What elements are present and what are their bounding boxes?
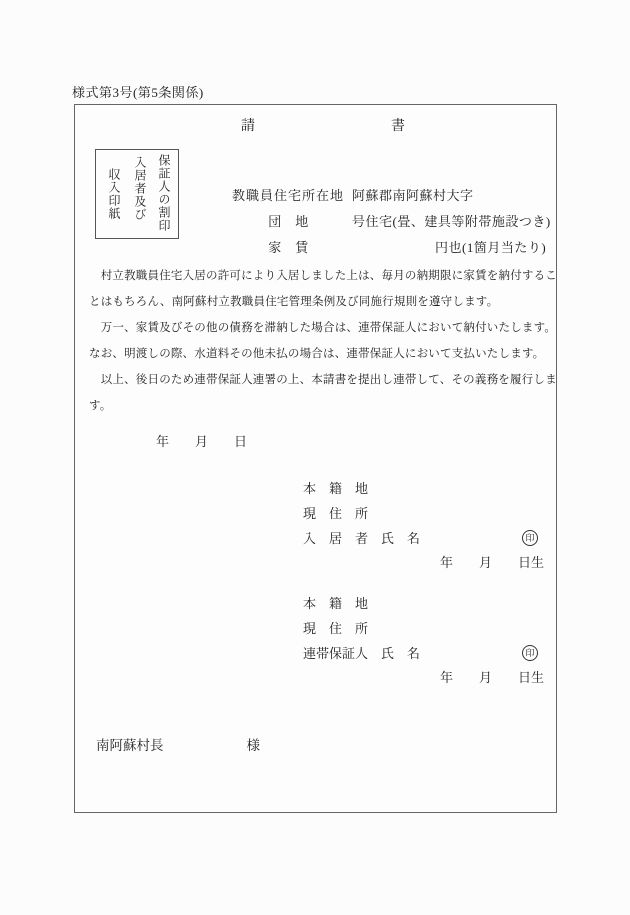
document-title [75, 115, 556, 135]
housing-location-label: 教職員住宅所在地 [232, 188, 345, 203]
guarantor-registered-domicile-label: 本 籍 地 [303, 596, 369, 611]
pledge-line-6: す。 [89, 400, 112, 412]
guarantor-seal-icon [522, 645, 538, 661]
resident-name-label: 入 居 者 氏 名 [303, 531, 421, 546]
resident-block [303, 476, 544, 575]
guarantor-block [303, 591, 544, 690]
guarantor-name-label: 連帯保証人 氏 名 [303, 646, 421, 661]
document-border-box [74, 104, 557, 813]
housing-location-row [206, 157, 551, 203]
guarantor-tally-seal-label: 保証人の割印 [157, 154, 171, 232]
addressee-line [96, 734, 260, 754]
guarantor-current-address-label: 現 住 所 [303, 621, 369, 636]
revenue-stamp-box [95, 149, 179, 239]
rent-label: 家 賃 [268, 240, 309, 255]
resident-seal-icon [522, 530, 538, 546]
submission-date-line: 年 月 日 [156, 434, 248, 449]
form-number-label: 様式第3号(第5条関係) [72, 85, 204, 100]
resident-and-label: 入居者及び [133, 156, 147, 221]
rent-value: 円也(1箇月当たり) [435, 240, 547, 255]
pledge-line-4: なお、明渡しの際、水道料その他未払の場合は、連帯保証人において支払いたします。 [89, 348, 545, 360]
title-char-left: 請 [241, 119, 255, 134]
housing-complex-label: 団 地 [268, 214, 309, 229]
pledge-text [89, 263, 555, 419]
resident-registered-domicile-label: 本 籍 地 [303, 481, 369, 496]
housing-info [206, 157, 551, 255]
pledge-line-1: 村立教職員住宅入居の許可により入居しました上は、毎月の納期限に家賃を納付するこ [89, 270, 557, 282]
pledge-line-2: とはもちろん、南阿蘇村立教職員住宅管理条例及び同施行規則を遵守します。 [89, 296, 499, 308]
title-char-right: 書 [391, 119, 405, 134]
guarantor-seal-char: 印 [525, 647, 535, 658]
addressee-name: 南阿蘇村長 [96, 738, 164, 753]
addressee-honorific: 様 [246, 738, 260, 753]
resident-seal-char: 印 [525, 532, 535, 543]
housing-location-value: 阿蘇郡南阿蘇村大字 [352, 188, 474, 203]
pledge-line-3: 万一、家賃及びその他の債務を滞納した場合は、連帯保証人において納付いたします。 [89, 322, 557, 334]
resident-current-address-label: 現 住 所 [303, 506, 369, 521]
resident-birthdate-line: 年 月 日生 [439, 555, 544, 570]
guarantor-birthdate-line: 年 月 日生 [439, 670, 544, 685]
pledge-line-5: 以上、後日のため連帯保証人連署の上、本請書を提出し連帯して、その義務を履行しま [89, 374, 557, 386]
revenue-stamp-label: 収入印紙 [107, 168, 121, 220]
housing-complex-value: 号住宅(畳、建具等附帯施設つき) [352, 214, 551, 229]
